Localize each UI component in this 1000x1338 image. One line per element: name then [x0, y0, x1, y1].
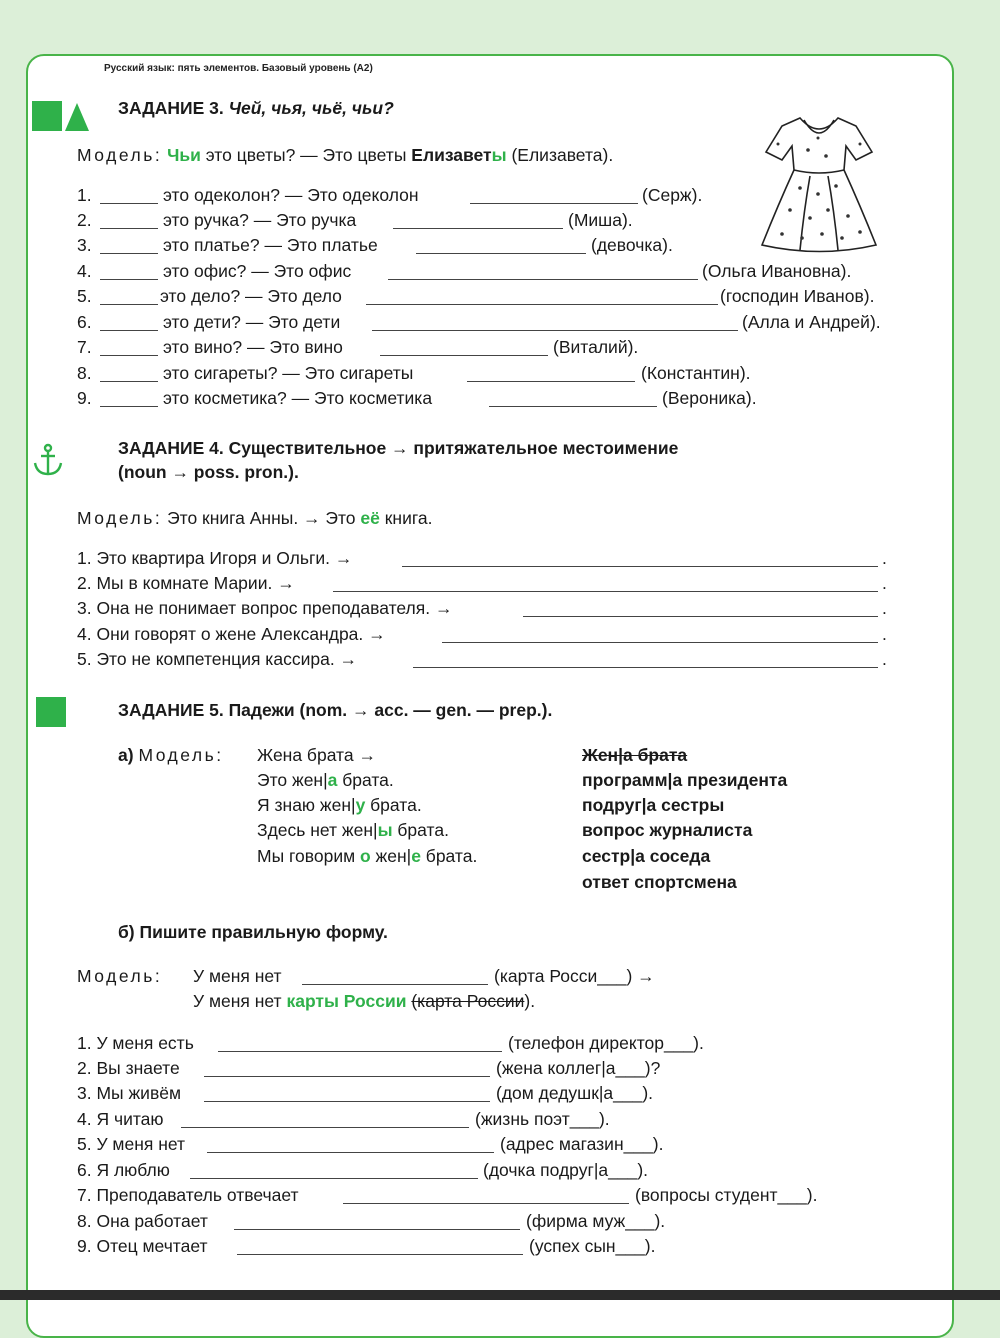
- page-header: Русский язык: пять элементов. Базовый уровень (А2): [104, 63, 373, 74]
- item-question: это сигареты? — Это сигареты: [163, 363, 414, 383]
- item-sentence: 2. Мы в комнате Марии. →: [77, 573, 295, 593]
- task5-title: ЗАДАНИЕ 5. Падежи (nom. → acc. — gen. — prep.).: [118, 700, 553, 720]
- item-hint: (адрес магазин___).: [500, 1134, 664, 1154]
- end-dot: .: [882, 573, 887, 593]
- item-sentence: 3. Она не понимает вопрос преподавателя. →: [77, 598, 453, 618]
- item-sentence: 5. У меня нет: [77, 1134, 186, 1154]
- item-number: 2.: [77, 210, 92, 230]
- answer-line: [100, 203, 158, 204]
- anchor-icon: [32, 443, 64, 477]
- item-question: это дети? — Это дети: [163, 312, 341, 332]
- answer-line: [100, 330, 158, 331]
- end-dot: .: [882, 548, 887, 568]
- item-question: это одеколон? — Это одеколон: [163, 185, 419, 205]
- dress-illustration: [760, 110, 878, 255]
- item-hint: (Ольга Ивановна).: [702, 261, 852, 281]
- end-dot: .: [882, 649, 887, 669]
- task4-title-line2: (noun → poss. pron.).: [118, 462, 299, 482]
- task4-model: Модель: Это книга Анны. → Это её книга.: [77, 508, 433, 528]
- item-sentence: 5. Это не компетенция кассира. →: [77, 649, 358, 669]
- item-hint: (Серж).: [642, 185, 703, 205]
- item-sentence: 6. Я люблю: [77, 1160, 170, 1180]
- word-item: сестр|а соседа: [582, 846, 711, 866]
- item-sentence: 3. Мы живём: [77, 1083, 182, 1103]
- task5a-head: Жена брата →: [257, 745, 376, 765]
- item-question: это косметика? — Это косметика: [163, 388, 433, 408]
- answer-line: [234, 1229, 520, 1230]
- answer-line: [366, 304, 718, 305]
- task5b-model-label: Модель:: [77, 966, 163, 986]
- word-item: вопрос журналиста: [582, 820, 753, 840]
- bottom-bar: [0, 1290, 1000, 1300]
- answer-line: [207, 1152, 494, 1153]
- answer-line: [100, 279, 158, 280]
- item-hint: (дом дедушк|а___).: [496, 1083, 654, 1103]
- answer-line: [204, 1076, 490, 1077]
- word-item: программ|а президента: [582, 770, 788, 790]
- item-hint: (успех сын___).: [529, 1236, 656, 1256]
- answer-line: [204, 1101, 490, 1102]
- item-number: 9.: [77, 388, 92, 408]
- answer-line: [470, 203, 638, 204]
- item-hint: (Константин).: [641, 363, 751, 383]
- answer-line: [100, 228, 158, 229]
- item-hint: (девочка).: [591, 235, 673, 255]
- answer-line: [100, 355, 158, 356]
- item-question: это платье? — Это платье: [163, 235, 378, 255]
- answer-line: [100, 381, 158, 382]
- item-hint: (жизнь поэт___).: [475, 1109, 610, 1129]
- end-dot: .: [882, 598, 887, 618]
- task5b-model-line1-hint: (карта Росси___) →: [494, 966, 655, 986]
- word-item: Жен|а брата: [582, 745, 688, 765]
- answer-line: [442, 642, 878, 643]
- task5b-model-line1-start: У меня нет: [193, 966, 282, 986]
- answer-line: [100, 304, 158, 305]
- answer-line: [100, 406, 158, 407]
- item-question: это вино? — Это вино: [163, 337, 343, 357]
- answer-line: [402, 566, 878, 567]
- answer-line: [343, 1203, 629, 1204]
- item-sentence: 4. Они говорят о жене Александра. →: [77, 624, 386, 644]
- task4-title-line1: ЗАДАНИЕ 4. Существительное → притяжательное местоимение: [118, 438, 679, 458]
- item-hint: (вопросы студент___).: [635, 1185, 818, 1205]
- item-sentence: 1. Это квартира Игоря и Ольги. →: [77, 548, 353, 568]
- answer-line: [190, 1178, 478, 1179]
- task5a-line3: Здесь нет жен|ы брата.: [257, 820, 449, 840]
- word-item: ответ спортсмена: [582, 872, 737, 892]
- answer-line: [393, 228, 563, 229]
- item-hint: (Виталий).: [553, 337, 639, 357]
- task5a-line4: Мы говорим о жен|е брата.: [257, 846, 478, 866]
- answer-line: [380, 355, 548, 356]
- answer-line: [100, 253, 158, 254]
- answer-line: [237, 1254, 523, 1255]
- end-dot: .: [882, 624, 887, 644]
- answer-line: [302, 984, 488, 985]
- item-hint: (Алла и Андрей).: [742, 312, 881, 332]
- item-hint: (Вероника).: [662, 388, 757, 408]
- item-question: это дело? — Это дело: [160, 286, 342, 306]
- answer-line: [489, 406, 657, 407]
- item-hint: (жена коллег|а___)?: [496, 1058, 661, 1078]
- task5a-line1: Это жен|а брата.: [257, 770, 394, 790]
- task3-model: Модель: Чьи это цветы? — Это цветы Елизаветы (Елизавета).: [77, 145, 614, 165]
- item-hint: (фирма муж___).: [526, 1211, 666, 1231]
- item-number: 6.: [77, 312, 92, 332]
- item-number: 8.: [77, 363, 92, 383]
- task5b-title: б) Пишите правильную форму.: [118, 922, 388, 942]
- item-sentence: 7. Преподаватель отвечает: [77, 1185, 299, 1205]
- word-item: подруг|а сестры: [582, 795, 725, 815]
- answer-line: [333, 591, 878, 592]
- task3-title: ЗАДАНИЕ 3. Чей, чья, чьё, чьи?: [118, 98, 394, 118]
- answer-line: [372, 330, 738, 331]
- answer-line: [467, 381, 635, 382]
- answer-line: [413, 667, 878, 668]
- green-square-icon: [36, 697, 66, 727]
- green-square-icon: [32, 101, 62, 131]
- answer-line: [388, 279, 698, 280]
- item-number: 4.: [77, 261, 92, 281]
- item-hint: (дочка подруг|а___).: [483, 1160, 649, 1180]
- item-hint: (господин Иванов).: [720, 286, 875, 306]
- task5a-model-label: а) Модель:: [118, 745, 224, 765]
- item-question: это офис? — Это офис: [163, 261, 352, 281]
- item-sentence: 9. Отец мечтает: [77, 1236, 208, 1256]
- item-number: 7.: [77, 337, 92, 357]
- answer-line: [523, 616, 878, 617]
- item-sentence: 1. У меня есть: [77, 1033, 194, 1053]
- item-sentence: 2. Вы знаете: [77, 1058, 180, 1078]
- green-triangle-icon: [64, 101, 90, 131]
- item-number: 1.: [77, 185, 92, 205]
- task5b-model-line2: У меня нет карты России (карта России).: [193, 991, 536, 1011]
- item-hint: (Миша).: [568, 210, 633, 230]
- item-sentence: 4. Я читаю: [77, 1109, 164, 1129]
- answer-line: [218, 1051, 502, 1052]
- task5a-line2: Я знаю жен|у брата.: [257, 795, 422, 815]
- answer-line: [181, 1127, 469, 1128]
- answer-line: [416, 253, 586, 254]
- item-sentence: 8. Она работает: [77, 1211, 208, 1231]
- item-number: 5.: [77, 286, 92, 306]
- item-number: 3.: [77, 235, 92, 255]
- item-question: это ручка? — Это ручка: [163, 210, 357, 230]
- item-hint: (телефон директор___).: [508, 1033, 704, 1053]
